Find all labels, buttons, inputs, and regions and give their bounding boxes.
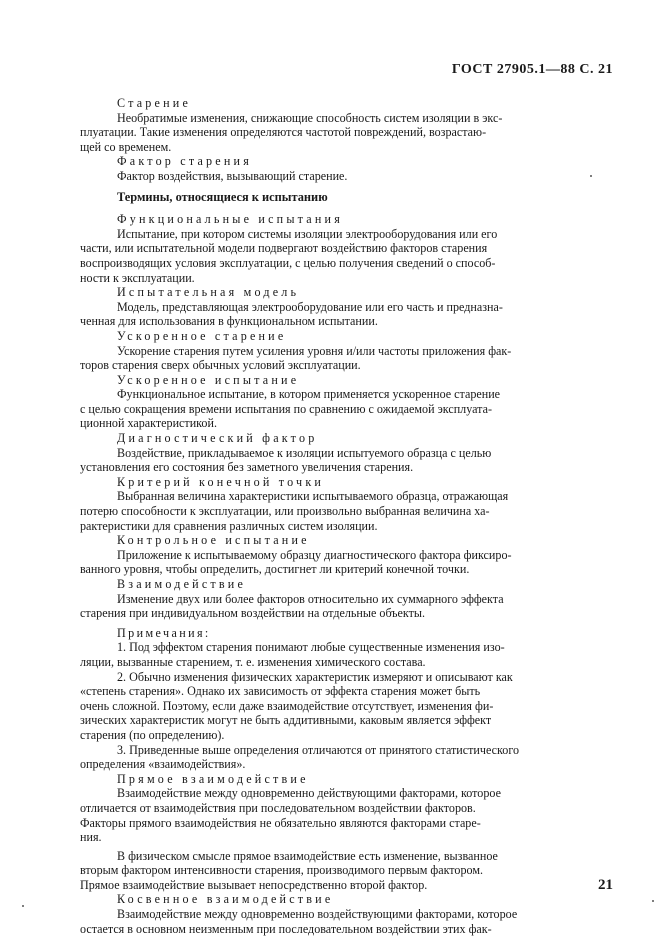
definition-line: ности к эксплуатации. xyxy=(80,270,195,285)
definition-line: Прямое взаимодействие вызывает непосредственно второй фактор. xyxy=(80,877,428,892)
note-line: «степень старения». Однако их зависимость от эффекта старения может быть xyxy=(80,684,481,699)
definition-line: воспроизводящих условия эксплуатации, с целью получения сведений о способ- xyxy=(80,255,496,270)
definition-line: ванного уровня, чтобы определить, достигнет ли критерий конечной точки. xyxy=(80,562,470,577)
definition-line: Фактор воздействия, вызывающий старение. xyxy=(117,168,348,183)
definition-line: Функциональное испытание, в котором применяется ускоренное старение xyxy=(117,387,501,402)
definition-line: ния. xyxy=(80,830,102,845)
term-title: Испытательная модель xyxy=(117,285,300,300)
definition-line: Приложение к испытываемому образцу диагностического фактора фиксиро- xyxy=(117,547,512,562)
term-title: Критерий конечной точки xyxy=(117,474,325,489)
document-body xyxy=(80,96,610,936)
term-title: Прямое взаимодействие xyxy=(117,771,309,786)
term-title: Функциональные испытания xyxy=(117,212,343,227)
definition-line: торов старения сверх обычных условий эксплуатации. xyxy=(80,358,361,373)
definition-line: рактеристики для сравнения различных систем изоляции. xyxy=(80,518,378,533)
section-title: Термины, относящиеся к испытанию xyxy=(117,189,328,204)
term-title: Взаимодействие xyxy=(117,577,247,591)
definition-line: Выбранная величина характеристики испытываемого образца, отражающая xyxy=(117,489,509,504)
scan-speck xyxy=(652,900,654,902)
scan-speck xyxy=(590,175,592,177)
definition-line: Модель, представляющая электрооборудование или его часть и предназна- xyxy=(117,299,503,314)
definition-line: Изменение двух или более факторов относительно их суммарного эффекта xyxy=(117,591,504,606)
definition-line: ционной характеристикой. xyxy=(80,416,217,431)
definition-line: Взаимодействие между одновременно воздействующими факторами, которое xyxy=(117,907,518,922)
definition-line: В физическом смысле прямое взаимодействие есть изменение, вызванное xyxy=(117,848,498,863)
notes-title: Примечания: xyxy=(117,625,211,640)
definition-line: потерю способности к эксплуатации, или произвольно выбранная величина ха- xyxy=(80,504,490,519)
scan-speck xyxy=(22,905,24,907)
note-line: 2. Обычно изменения физических характеристик измеряют и описывают как xyxy=(117,669,513,684)
definition-line: вторым фактором интенсивности старения, производимого первым фактором. xyxy=(80,863,484,878)
term-title: Ускоренное испытание xyxy=(117,372,300,387)
definition-line: Необратимые изменения, снижающие способность систем изоляции в экс- xyxy=(117,110,503,125)
term-title: Ускоренное старение xyxy=(117,328,287,343)
definition-line: старения при индивидуальном воздействии на отдельные объекты. xyxy=(80,606,426,621)
note-line: ляции, вызванные старением, т. е. изменения химического состава. xyxy=(80,654,426,669)
definition-line: ченная для использования в функциональном испытании. xyxy=(80,314,378,329)
definition-line: Взаимодействие между одновременно действующими факторами, которое xyxy=(117,786,501,801)
note-line: очень сложной. Поэтому, если даже взаимодействие отсутствует, изменения фи- xyxy=(80,698,494,713)
definition-line: Испытание, при котором системы изоляции электрооборудования или его xyxy=(117,226,498,241)
term-title: Контрольное испытание xyxy=(117,533,310,548)
page-number: 21 xyxy=(598,877,613,893)
definition-line: части, или испытательной модели подвергают воздействию факторов старения xyxy=(80,241,488,256)
note-line: 1. Под эффектом старения понимают любые существенные изменения изо- xyxy=(117,640,505,655)
page-header: ГОСТ 27905.1—88 С. 21 xyxy=(451,62,613,77)
definition-line: щей со временем. xyxy=(80,139,172,154)
note-line: определения «взаимодействия». xyxy=(80,757,246,772)
note-line: зических характеристик могут не быть аддитивными, каковым является эффект xyxy=(80,713,492,728)
definition-line: отличается от взаимодействия при последовательном воздействии факторов. xyxy=(80,800,476,815)
definition-line: остается в основном неизменным при последовательном воздействии этих фак- xyxy=(80,921,492,936)
definition-line: Факторы прямого взаимодействия не обязательно являются факторами старе- xyxy=(80,815,481,830)
note-line: старения (по определению). xyxy=(80,727,225,742)
definition-line: с целью сокращения времени испытания по сравнению с ожидаемой эксплуата- xyxy=(80,401,492,416)
definition-line: плуатации. Такие изменения определяются частотой повреждений, возрастаю- xyxy=(80,125,487,140)
term-title: Диагностический фактор xyxy=(117,431,318,446)
note-line: 3. Приведенные выше определения отличаются от принятого статистического xyxy=(117,742,520,757)
definition-line: Ускорение старения путем усиления уровня и/или частоты приложения фак- xyxy=(117,343,512,358)
term-title: Косвенное взаимодействие xyxy=(117,892,334,907)
term-title: Старение xyxy=(117,96,192,110)
term-title: Фактор старения xyxy=(117,154,252,169)
definition-line: установления его состояния без заметного увеличения старения. xyxy=(80,460,414,475)
definition-line: Воздействие, прикладываемое к изоляции испытуемого образца с целью xyxy=(117,445,492,460)
